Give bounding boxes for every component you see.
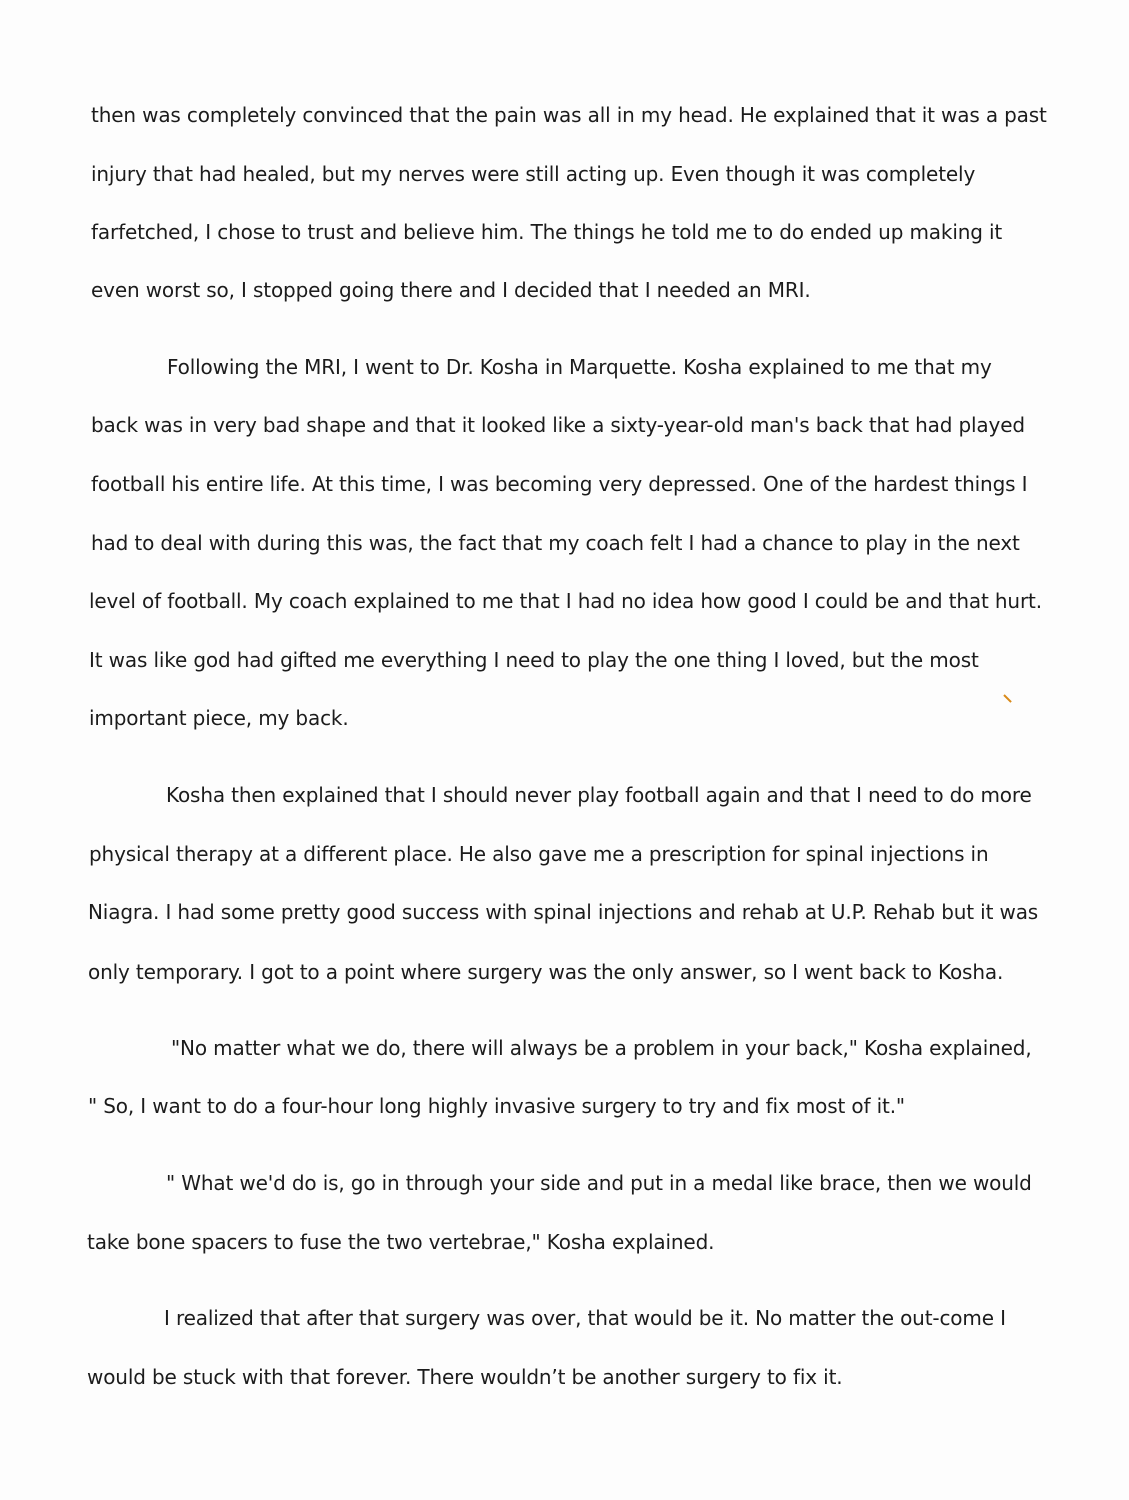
text-line: Niagra. I had some pretty good success with spinal injections and rehab at U.P. Rehab but it was	[88, 900, 1039, 924]
text-line: back was in very bad shape and that it looked like a sixty-year-old man's back that had played	[91, 413, 1025, 437]
text-line: level of football. My coach explained to me that I had no idea how good I could be and that hurt.	[89, 589, 1042, 613]
text-line: Kosha then explained that I should never play football again and that I need to do more	[166, 783, 1032, 807]
text-line: had to deal with during this was, the fact that my coach felt I had a chance to play in the next	[91, 531, 1020, 555]
text-line: even worst so, I stopped going there and I decided that I needed an MRI.	[91, 278, 811, 302]
text-line: It was like god had gifted me everything I need to play the one thing I loved, but the most	[89, 648, 979, 672]
text-line: would be stuck with that forever. There wouldn’t be another surgery to fix it.	[87, 1365, 843, 1389]
text-line: farfetched, I chose to trust and believe him. The things he told me to do ended up making it	[91, 220, 1003, 244]
text-line: only temporary. I got to a point where surgery was the only answer, so I went back to Kosha.	[88, 960, 1004, 984]
text-line: " What we'd do is, go in through your side and put in a medal like brace, then we would	[166, 1171, 1032, 1195]
text-line: "No matter what we do, there will always be a problem in your back," Kosha explained,	[171, 1036, 1032, 1060]
text-line: injury that had healed, but my nerves were still acting up. Even though it was completely	[91, 162, 976, 186]
ink-mark	[1003, 694, 1011, 702]
text-line: physical therapy at a different place. He also gave me a prescription for spinal injections in	[89, 842, 989, 866]
text-line: then was completely convinced that the pain was all in my head. He explained that it was a past	[91, 103, 1047, 127]
text-line: Following the MRI, I went to Dr. Kosha in Marquette. Kosha explained to me that my	[167, 355, 992, 379]
text-line: " So, I want to do a four-hour long highly invasive surgery to try and fix most of it."	[88, 1094, 905, 1118]
text-line: football his entire life. At this time, I was becoming very depressed. One of the hardest things I	[91, 472, 1028, 496]
text-line: take bone spacers to fuse the two vertebrae," Kosha explained.	[87, 1230, 715, 1254]
text-line: important piece, my back.	[89, 706, 349, 730]
text-line: I realized that after that surgery was over, that would be it. No matter the out-come I	[164, 1306, 1006, 1330]
